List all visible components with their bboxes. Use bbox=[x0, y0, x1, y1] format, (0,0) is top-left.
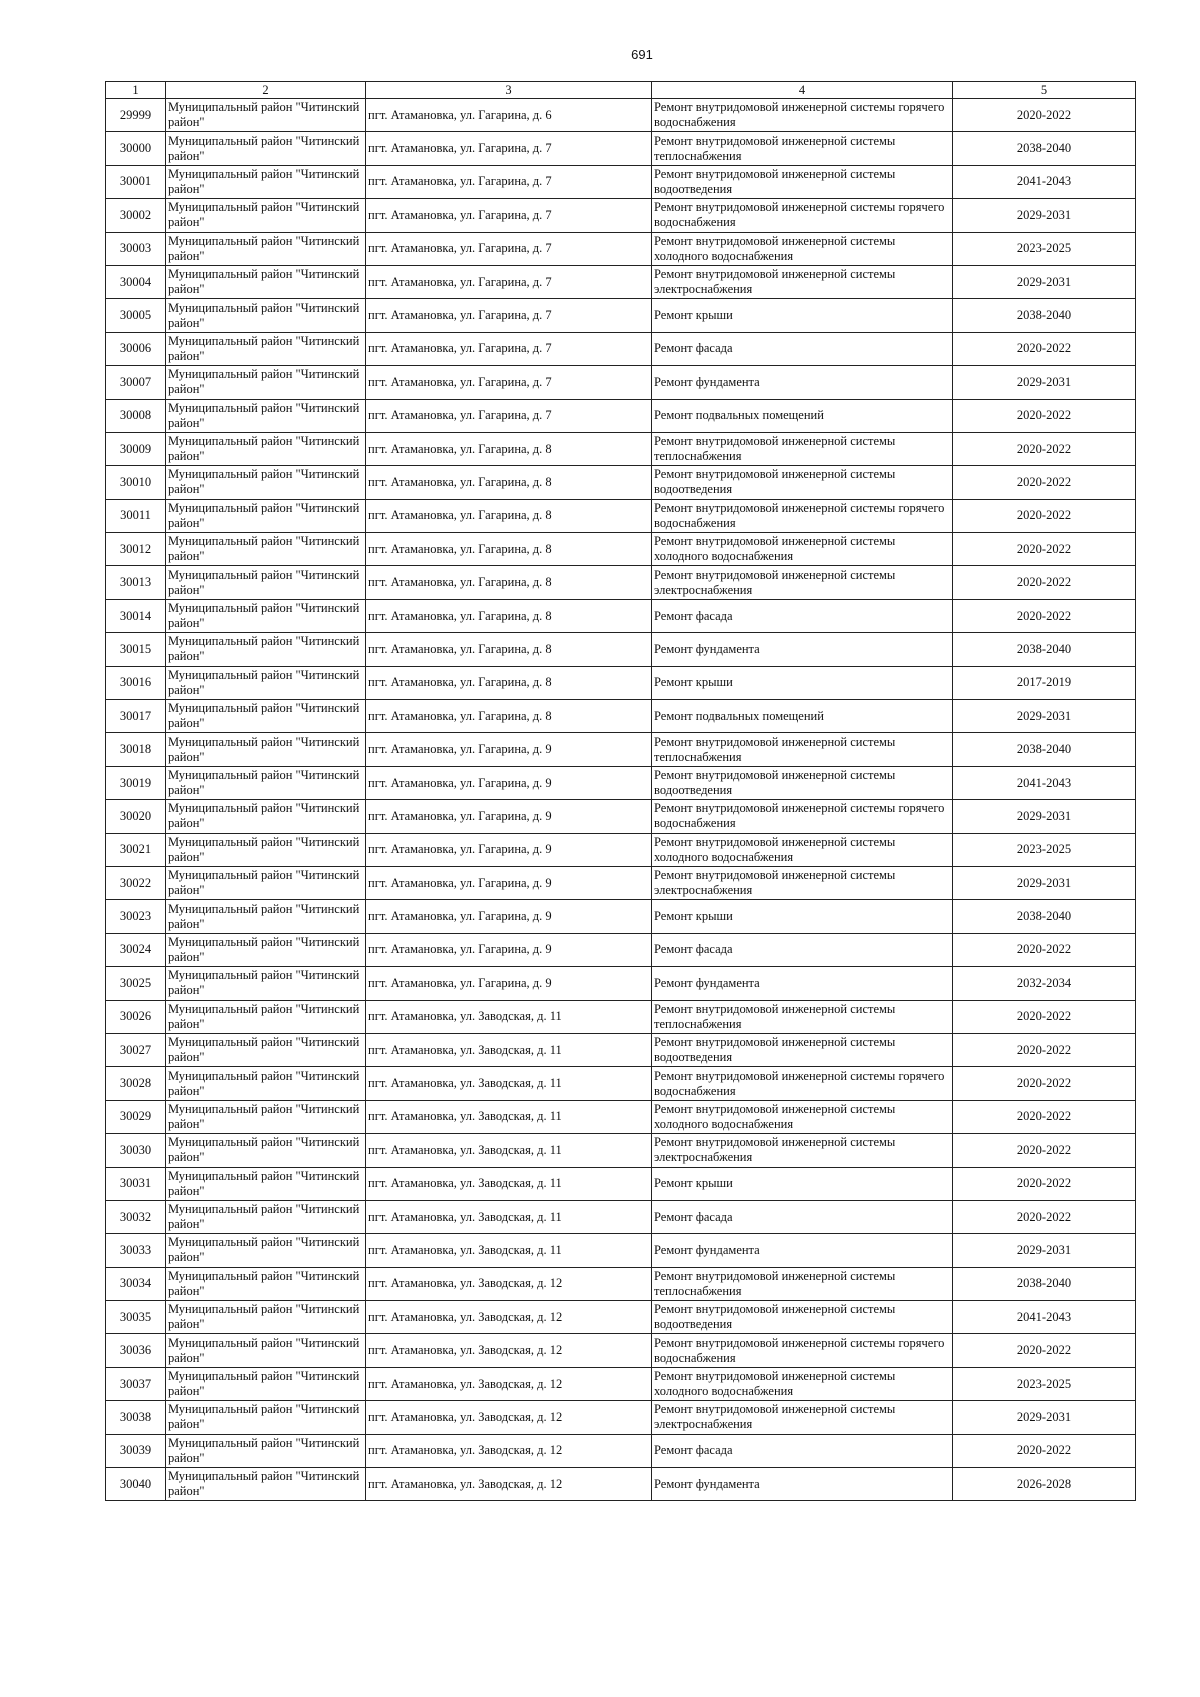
address-cell: пгт. Атамановка, ул. Заводская, д. 11 bbox=[366, 1234, 652, 1267]
record-number-cell: 30012 bbox=[106, 533, 166, 566]
work-type-cell: Ремонт фундамента bbox=[652, 1468, 953, 1501]
work-type-cell: Ремонт внутридомовой инженерной системы горячего водоснабжения bbox=[652, 800, 953, 833]
table-row bbox=[106, 199, 1136, 232]
work-type-cell: Ремонт крыши bbox=[652, 900, 953, 933]
period-cell: 2020-2022 bbox=[953, 1434, 1136, 1467]
record-number-cell: 30007 bbox=[106, 366, 166, 399]
work-type-cell: Ремонт внутридомовой инженерной системы горячего водоснабжения bbox=[652, 99, 953, 132]
address-cell: пгт. Атамановка, ул. Гагарина, д. 9 bbox=[366, 900, 652, 933]
table-row bbox=[106, 1134, 1136, 1167]
period-cell: 2020-2022 bbox=[953, 1067, 1136, 1100]
municipality-cell: Муниципальный район "Читинский район" bbox=[166, 466, 366, 499]
table-row bbox=[106, 332, 1136, 365]
address-cell: пгт. Атамановка, ул. Заводская, д. 11 bbox=[366, 1200, 652, 1233]
address-cell: пгт. Атамановка, ул. Заводская, д. 12 bbox=[366, 1401, 652, 1434]
table-row bbox=[106, 366, 1136, 399]
period-cell: 2029-2031 bbox=[953, 1401, 1136, 1434]
municipality-cell: Муниципальный район "Читинский район" bbox=[166, 1267, 366, 1300]
table-row bbox=[106, 1334, 1136, 1367]
table-row bbox=[106, 1067, 1136, 1100]
address-cell: пгт. Атамановка, ул. Гагарина, д. 8 bbox=[366, 499, 652, 532]
record-number-cell: 30031 bbox=[106, 1167, 166, 1200]
work-type-cell: Ремонт внутридомовой инженерной системы холодного водоснабжения bbox=[652, 1367, 953, 1400]
header-row bbox=[106, 82, 1136, 99]
table-row bbox=[106, 1234, 1136, 1267]
address-cell: пгт. Атамановка, ул. Заводская, д. 12 bbox=[366, 1367, 652, 1400]
work-type-cell: Ремонт крыши bbox=[652, 666, 953, 699]
table-row bbox=[106, 132, 1136, 165]
work-type-cell: Ремонт внутридомовой инженерной системы теплоснабжения bbox=[652, 132, 953, 165]
address-cell: пгт. Атамановка, ул. Гагарина, д. 7 bbox=[366, 332, 652, 365]
period-cell: 2029-2031 bbox=[953, 700, 1136, 733]
work-type-cell: Ремонт внутридомовой инженерной системы холодного водоснабжения bbox=[652, 1100, 953, 1133]
work-type-cell: Ремонт фасада bbox=[652, 1200, 953, 1233]
period-cell: 2029-2031 bbox=[953, 265, 1136, 298]
period-cell: 2020-2022 bbox=[953, 99, 1136, 132]
work-type-cell: Ремонт фасада bbox=[652, 933, 953, 966]
record-number-cell: 30005 bbox=[106, 299, 166, 332]
municipality-cell: Муниципальный район "Читинский район" bbox=[166, 733, 366, 766]
table-row bbox=[106, 933, 1136, 966]
work-type-cell: Ремонт внутридомовой инженерной системы водоотведения bbox=[652, 466, 953, 499]
record-number-cell: 30032 bbox=[106, 1200, 166, 1233]
address-cell: пгт. Атамановка, ул. Заводская, д. 11 bbox=[366, 1167, 652, 1200]
period-cell: 2020-2022 bbox=[953, 1100, 1136, 1133]
period-cell: 2020-2022 bbox=[953, 399, 1136, 432]
record-number-cell: 30025 bbox=[106, 967, 166, 1000]
record-number-cell: 30038 bbox=[106, 1401, 166, 1434]
record-number-cell: 29999 bbox=[106, 99, 166, 132]
municipality-cell: Муниципальный район "Читинский район" bbox=[166, 566, 366, 599]
period-cell: 2041-2043 bbox=[953, 1301, 1136, 1334]
municipality-cell: Муниципальный район "Читинский район" bbox=[166, 199, 366, 232]
address-cell: пгт. Атамановка, ул. Заводская, д. 12 bbox=[366, 1334, 652, 1367]
record-number-cell: 30015 bbox=[106, 633, 166, 666]
period-cell: 2029-2031 bbox=[953, 366, 1136, 399]
period-cell: 2029-2031 bbox=[953, 1234, 1136, 1267]
period-cell: 2038-2040 bbox=[953, 900, 1136, 933]
record-number-cell: 30019 bbox=[106, 766, 166, 799]
work-type-cell: Ремонт фундамента bbox=[652, 633, 953, 666]
address-cell: пгт. Атамановка, ул. Гагарина, д. 7 bbox=[366, 132, 652, 165]
municipality-cell: Муниципальный район "Читинский район" bbox=[166, 399, 366, 432]
period-cell: 2020-2022 bbox=[953, 1134, 1136, 1167]
record-number-cell: 30014 bbox=[106, 599, 166, 632]
record-number-cell: 30034 bbox=[106, 1267, 166, 1300]
period-cell: 2017-2019 bbox=[953, 666, 1136, 699]
municipality-cell: Муниципальный район "Читинский район" bbox=[166, 1200, 366, 1233]
period-cell: 2038-2040 bbox=[953, 132, 1136, 165]
address-cell: пгт. Атамановка, ул. Гагарина, д. 8 bbox=[366, 466, 652, 499]
municipality-cell: Муниципальный район "Читинский район" bbox=[166, 366, 366, 399]
address-cell: пгт. Атамановка, ул. Заводская, д. 11 bbox=[366, 1067, 652, 1100]
work-type-cell: Ремонт крыши bbox=[652, 299, 953, 332]
municipality-cell: Муниципальный район "Читинский район" bbox=[166, 165, 366, 198]
period-cell: 2020-2022 bbox=[953, 1200, 1136, 1233]
record-number-cell: 30003 bbox=[106, 232, 166, 265]
address-cell: пгт. Атамановка, ул. Заводская, д. 12 bbox=[366, 1267, 652, 1300]
record-number-cell: 30023 bbox=[106, 900, 166, 933]
period-cell: 2020-2022 bbox=[953, 332, 1136, 365]
record-number-cell: 30002 bbox=[106, 199, 166, 232]
municipality-cell: Муниципальный район "Читинский район" bbox=[166, 633, 366, 666]
table-row bbox=[106, 1167, 1136, 1200]
record-number-cell: 30006 bbox=[106, 332, 166, 365]
record-number-cell: 30001 bbox=[106, 165, 166, 198]
municipality-cell: Муниципальный район "Читинский район" bbox=[166, 1000, 366, 1033]
address-cell: пгт. Атамановка, ул. Гагарина, д. 7 bbox=[366, 399, 652, 432]
municipality-cell: Муниципальный район "Читинский район" bbox=[166, 1434, 366, 1467]
table-row bbox=[106, 566, 1136, 599]
municipality-cell: Муниципальный район "Читинский район" bbox=[166, 299, 366, 332]
work-type-cell: Ремонт фундамента bbox=[652, 1234, 953, 1267]
period-cell: 2041-2043 bbox=[953, 165, 1136, 198]
period-cell: 2038-2040 bbox=[953, 633, 1136, 666]
address-cell: пгт. Атамановка, ул. Гагарина, д. 7 bbox=[366, 199, 652, 232]
municipality-cell: Муниципальный район "Читинский район" bbox=[166, 99, 366, 132]
period-cell: 2020-2022 bbox=[953, 1167, 1136, 1200]
address-cell: пгт. Атамановка, ул. Гагарина, д. 9 bbox=[366, 800, 652, 833]
address-cell: пгт. Атамановка, ул. Заводская, д. 11 bbox=[366, 1033, 652, 1066]
municipality-cell: Муниципальный район "Читинский район" bbox=[166, 1401, 366, 1434]
table-row bbox=[106, 800, 1136, 833]
table-row bbox=[106, 1100, 1136, 1133]
municipality-cell: Муниципальный район "Читинский район" bbox=[166, 332, 366, 365]
period-cell: 2023-2025 bbox=[953, 1367, 1136, 1400]
address-cell: пгт. Атамановка, ул. Гагарина, д. 8 bbox=[366, 599, 652, 632]
address-cell: пгт. Атамановка, ул. Заводская, д. 12 bbox=[366, 1468, 652, 1501]
address-cell: пгт. Атамановка, ул. Гагарина, д. 7 bbox=[366, 165, 652, 198]
period-cell: 2023-2025 bbox=[953, 232, 1136, 265]
table-row bbox=[106, 432, 1136, 465]
period-cell: 2020-2022 bbox=[953, 1334, 1136, 1367]
work-type-cell: Ремонт подвальных помещений bbox=[652, 700, 953, 733]
municipality-cell: Муниципальный район "Читинский район" bbox=[166, 700, 366, 733]
period-cell: 2020-2022 bbox=[953, 599, 1136, 632]
record-number-cell: 30011 bbox=[106, 499, 166, 532]
address-cell: пгт. Атамановка, ул. Заводская, д. 11 bbox=[366, 1100, 652, 1133]
period-cell: 2038-2040 bbox=[953, 299, 1136, 332]
table-row bbox=[106, 967, 1136, 1000]
table-header bbox=[106, 82, 1136, 99]
address-cell: пгт. Атамановка, ул. Гагарина, д. 7 bbox=[366, 366, 652, 399]
record-number-cell: 30030 bbox=[106, 1134, 166, 1167]
address-cell: пгт. Атамановка, ул. Гагарина, д. 9 bbox=[366, 766, 652, 799]
period-cell: 2029-2031 bbox=[953, 800, 1136, 833]
municipality-cell: Муниципальный район "Читинский район" bbox=[166, 1367, 366, 1400]
work-type-cell: Ремонт внутридомовой инженерной системы водоотведения bbox=[652, 766, 953, 799]
work-type-cell: Ремонт внутридомовой инженерной системы электроснабжения bbox=[652, 866, 953, 899]
address-cell: пгт. Атамановка, ул. Гагарина, д. 9 bbox=[366, 833, 652, 866]
work-type-cell: Ремонт внутридомовой инженерной системы теплоснабжения bbox=[652, 432, 953, 465]
table-row bbox=[106, 265, 1136, 298]
address-cell: пгт. Атамановка, ул. Гагарина, д. 8 bbox=[366, 633, 652, 666]
municipality-cell: Муниципальный район "Читинский район" bbox=[166, 833, 366, 866]
work-type-cell: Ремонт внутридомовой инженерной системы электроснабжения bbox=[652, 1401, 953, 1434]
address-cell: пгт. Атамановка, ул. Заводская, д. 11 bbox=[366, 1000, 652, 1033]
period-cell: 2020-2022 bbox=[953, 1000, 1136, 1033]
table-row bbox=[106, 833, 1136, 866]
record-number-cell: 30009 bbox=[106, 432, 166, 465]
work-type-cell: Ремонт крыши bbox=[652, 1167, 953, 1200]
period-cell: 2038-2040 bbox=[953, 1267, 1136, 1300]
table-row bbox=[106, 466, 1136, 499]
work-type-cell: Ремонт внутридомовой инженерной системы электроснабжения bbox=[652, 1134, 953, 1167]
table-row bbox=[106, 700, 1136, 733]
work-type-cell: Ремонт внутридомовой инженерной системы теплоснабжения bbox=[652, 1267, 953, 1300]
address-cell: пгт. Атамановка, ул. Заводская, д. 12 bbox=[366, 1434, 652, 1467]
period-cell: 2020-2022 bbox=[953, 533, 1136, 566]
work-type-cell: Ремонт внутридомовой инженерной системы горячего водоснабжения bbox=[652, 1334, 953, 1367]
table-body bbox=[106, 99, 1136, 1501]
municipality-cell: Муниципальный район "Читинский район" bbox=[166, 1100, 366, 1133]
address-cell: пгт. Атамановка, ул. Гагарина, д. 8 bbox=[366, 700, 652, 733]
record-number-cell: 30029 bbox=[106, 1100, 166, 1133]
table-row bbox=[106, 1301, 1136, 1334]
record-number-cell: 30040 bbox=[106, 1468, 166, 1501]
record-number-cell: 30035 bbox=[106, 1301, 166, 1334]
period-cell: 2020-2022 bbox=[953, 466, 1136, 499]
period-cell: 2020-2022 bbox=[953, 499, 1136, 532]
period-cell: 2029-2031 bbox=[953, 199, 1136, 232]
table-row bbox=[106, 766, 1136, 799]
municipality-cell: Муниципальный район "Читинский район" bbox=[166, 1334, 366, 1367]
municipality-cell: Муниципальный район "Читинский район" bbox=[166, 666, 366, 699]
table-row bbox=[106, 499, 1136, 532]
municipality-cell: Муниципальный район "Читинский район" bbox=[166, 1468, 366, 1501]
work-type-cell: Ремонт внутридомовой инженерной системы водоотведения bbox=[652, 1033, 953, 1066]
period-cell: 2029-2031 bbox=[953, 866, 1136, 899]
municipality-cell: Муниципальный район "Читинский район" bbox=[166, 499, 366, 532]
record-number-cell: 30024 bbox=[106, 933, 166, 966]
period-cell: 2020-2022 bbox=[953, 933, 1136, 966]
record-number-cell: 30036 bbox=[106, 1334, 166, 1367]
period-cell: 2020-2022 bbox=[953, 566, 1136, 599]
work-type-cell: Ремонт внутридомовой инженерной системы водоотведения bbox=[652, 1301, 953, 1334]
work-type-cell: Ремонт внутридомовой инженерной системы теплоснабжения bbox=[652, 733, 953, 766]
work-type-cell: Ремонт внутридомовой инженерной системы холодного водоснабжения bbox=[652, 533, 953, 566]
work-type-cell: Ремонт внутридомовой инженерной системы горячего водоснабжения bbox=[652, 1067, 953, 1100]
municipality-cell: Муниципальный район "Читинский район" bbox=[166, 432, 366, 465]
table-row bbox=[106, 900, 1136, 933]
address-cell: пгт. Атамановка, ул. Заводская, д. 11 bbox=[366, 1134, 652, 1167]
record-number-cell: 30033 bbox=[106, 1234, 166, 1267]
record-number-cell: 30039 bbox=[106, 1434, 166, 1467]
record-number-cell: 30020 bbox=[106, 800, 166, 833]
work-type-cell: Ремонт внутридомовой инженерной системы электроснабжения bbox=[652, 566, 953, 599]
address-cell: пгт. Атамановка, ул. Гагарина, д. 7 bbox=[366, 265, 652, 298]
record-number-cell: 30008 bbox=[106, 399, 166, 432]
record-number-cell: 30037 bbox=[106, 1367, 166, 1400]
page-number: 691 bbox=[631, 47, 653, 62]
address-cell: пгт. Атамановка, ул. Гагарина, д. 6 bbox=[366, 99, 652, 132]
municipality-cell: Муниципальный район "Читинский район" bbox=[166, 967, 366, 1000]
record-number-cell: 30022 bbox=[106, 866, 166, 899]
municipality-cell: Муниципальный район "Читинский район" bbox=[166, 265, 366, 298]
table-row bbox=[106, 1267, 1136, 1300]
municipality-cell: Муниципальный район "Читинский район" bbox=[166, 132, 366, 165]
column-header-5: 5 bbox=[953, 82, 1136, 99]
record-number-cell: 30017 bbox=[106, 700, 166, 733]
address-cell: пгт. Атамановка, ул. Заводская, д. 12 bbox=[366, 1301, 652, 1334]
municipality-cell: Муниципальный район "Читинский район" bbox=[166, 1033, 366, 1066]
work-type-cell: Ремонт внутридомовой инженерной системы холодного водоснабжения bbox=[652, 833, 953, 866]
record-number-cell: 30028 bbox=[106, 1067, 166, 1100]
period-cell: 2020-2022 bbox=[953, 1033, 1136, 1066]
record-number-cell: 30004 bbox=[106, 265, 166, 298]
table-row bbox=[106, 1000, 1136, 1033]
address-cell: пгт. Атамановка, ул. Гагарина, д. 9 bbox=[366, 733, 652, 766]
table-row bbox=[106, 633, 1136, 666]
municipality-cell: Муниципальный район "Читинский район" bbox=[166, 533, 366, 566]
record-number-cell: 30010 bbox=[106, 466, 166, 499]
address-cell: пгт. Атамановка, ул. Гагарина, д. 8 bbox=[366, 432, 652, 465]
repair-schedule-table bbox=[105, 81, 1136, 1501]
municipality-cell: Муниципальный район "Читинский район" bbox=[166, 1167, 366, 1200]
record-number-cell: 30018 bbox=[106, 733, 166, 766]
work-type-cell: Ремонт внутридомовой инженерной системы горячего водоснабжения bbox=[652, 199, 953, 232]
address-cell: пгт. Атамановка, ул. Гагарина, д. 9 bbox=[366, 866, 652, 899]
table-row bbox=[106, 1401, 1136, 1434]
column-header-3: 3 bbox=[366, 82, 652, 99]
table-row bbox=[106, 232, 1136, 265]
work-type-cell: Ремонт внутридомовой инженерной системы водоотведения bbox=[652, 165, 953, 198]
work-type-cell: Ремонт внутридомовой инженерной системы теплоснабжения bbox=[652, 1000, 953, 1033]
table-row bbox=[106, 1367, 1136, 1400]
address-cell: пгт. Атамановка, ул. Гагарина, д. 8 bbox=[366, 533, 652, 566]
table-row bbox=[106, 1200, 1136, 1233]
municipality-cell: Муниципальный район "Читинский район" bbox=[166, 1234, 366, 1267]
municipality-cell: Муниципальный район "Читинский район" bbox=[166, 800, 366, 833]
table-row bbox=[106, 165, 1136, 198]
table-row bbox=[106, 533, 1136, 566]
table-row bbox=[106, 99, 1136, 132]
period-cell: 2026-2028 bbox=[953, 1468, 1136, 1501]
record-number-cell: 30000 bbox=[106, 132, 166, 165]
table-row bbox=[106, 299, 1136, 332]
table-row bbox=[106, 1033, 1136, 1066]
column-header-1: 1 bbox=[106, 82, 166, 99]
municipality-cell: Муниципальный район "Читинский район" bbox=[166, 766, 366, 799]
address-cell: пгт. Атамановка, ул. Гагарина, д. 9 bbox=[366, 967, 652, 1000]
municipality-cell: Муниципальный район "Читинский район" bbox=[166, 900, 366, 933]
municipality-cell: Муниципальный район "Читинский район" bbox=[166, 1067, 366, 1100]
address-cell: пгт. Атамановка, ул. Гагарина, д. 7 bbox=[366, 299, 652, 332]
record-number-cell: 30016 bbox=[106, 666, 166, 699]
table-row bbox=[106, 1468, 1136, 1501]
municipality-cell: Муниципальный район "Читинский район" bbox=[166, 1301, 366, 1334]
work-type-cell: Ремонт фасада bbox=[652, 1434, 953, 1467]
work-type-cell: Ремонт фундамента bbox=[652, 366, 953, 399]
work-type-cell: Ремонт фасада bbox=[652, 599, 953, 632]
record-number-cell: 30021 bbox=[106, 833, 166, 866]
period-cell: 2032-2034 bbox=[953, 967, 1136, 1000]
record-number-cell: 30026 bbox=[106, 1000, 166, 1033]
work-type-cell: Ремонт внутридомовой инженерной системы электроснабжения bbox=[652, 265, 953, 298]
municipality-cell: Муниципальный район "Читинский район" bbox=[166, 232, 366, 265]
column-header-2: 2 bbox=[166, 82, 366, 99]
table-row bbox=[106, 1434, 1136, 1467]
municipality-cell: Муниципальный район "Читинский район" bbox=[166, 933, 366, 966]
record-number-cell: 30027 bbox=[106, 1033, 166, 1066]
work-type-cell: Ремонт внутридомовой инженерной системы холодного водоснабжения bbox=[652, 232, 953, 265]
period-cell: 2020-2022 bbox=[953, 432, 1136, 465]
address-cell: пгт. Атамановка, ул. Гагарина, д. 8 bbox=[366, 566, 652, 599]
column-header-4: 4 bbox=[652, 82, 953, 99]
record-number-cell: 30013 bbox=[106, 566, 166, 599]
address-cell: пгт. Атамановка, ул. Гагарина, д. 7 bbox=[366, 232, 652, 265]
address-cell: пгт. Атамановка, ул. Гагарина, д. 8 bbox=[366, 666, 652, 699]
period-cell: 2023-2025 bbox=[953, 833, 1136, 866]
work-type-cell: Ремонт подвальных помещений bbox=[652, 399, 953, 432]
period-cell: 2041-2043 bbox=[953, 766, 1136, 799]
table-row bbox=[106, 866, 1136, 899]
table-row bbox=[106, 399, 1136, 432]
table-row bbox=[106, 599, 1136, 632]
municipality-cell: Муниципальный район "Читинский район" bbox=[166, 866, 366, 899]
period-cell: 2038-2040 bbox=[953, 733, 1136, 766]
address-cell: пгт. Атамановка, ул. Гагарина, д. 9 bbox=[366, 933, 652, 966]
municipality-cell: Муниципальный район "Читинский район" bbox=[166, 599, 366, 632]
table-row bbox=[106, 666, 1136, 699]
municipality-cell: Муниципальный район "Читинский район" bbox=[166, 1134, 366, 1167]
work-type-cell: Ремонт фасада bbox=[652, 332, 953, 365]
work-type-cell: Ремонт фундамента bbox=[652, 967, 953, 1000]
table-row bbox=[106, 733, 1136, 766]
work-type-cell: Ремонт внутридомовой инженерной системы горячего водоснабжения bbox=[652, 499, 953, 532]
